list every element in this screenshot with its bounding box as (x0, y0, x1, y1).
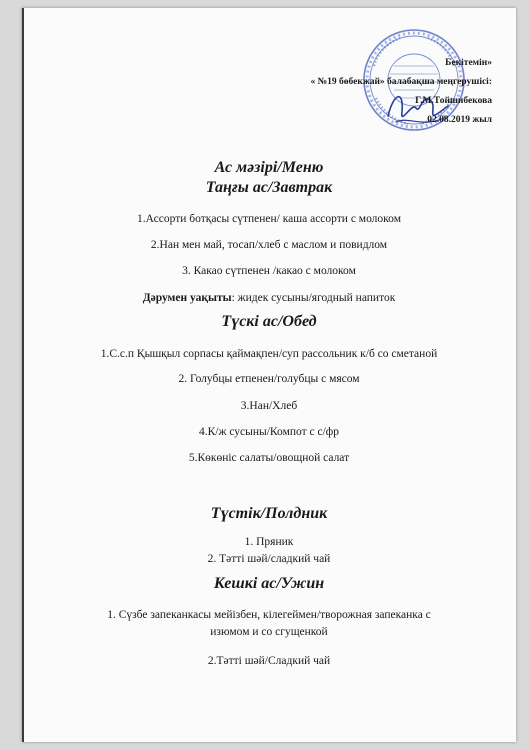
vitamin-text: : жидек сусыны/ягодный напиток (231, 292, 396, 304)
approval-line-approve: Бекітемін» (445, 58, 492, 68)
lunch-title: Түскі ас/Обед (221, 313, 317, 330)
document-page (22, 8, 516, 742)
lunch-item-5: 5.Көкөніс салаты/овощной салат (188, 452, 350, 464)
dinner-item-1: 1. Сүзбе запеканкасы мейізбен, кілегеймен/творожная запеканка с (107, 609, 431, 621)
page-edge-line (22, 8, 24, 742)
approval-line-date: 02.08.2019 жыл (427, 115, 492, 125)
lunch-item-4: 4.К/ж сусыны/Компот с с/фр (199, 426, 339, 438)
snack-title: Түстік/Полдник (210, 505, 328, 522)
approval-block (242, 54, 492, 130)
vitamin-label: Дәрумен уақыты (142, 292, 232, 304)
dinner-item-1-continued: изюмом и со сгущенкой (210, 626, 328, 638)
lunch-item-2: 2. Голубцы етпенен/голубцы с мясом (178, 373, 360, 385)
lunch-item-1: 1.С.с.п Қышқыл сорпасы қаймақпен/суп рассольник к/б со сметаной (100, 348, 438, 360)
dinner-title: Кешкі ас/Ужин (213, 575, 325, 592)
breakfast-item-3: 3. Какао сүтпенен /какао с молоком (182, 265, 356, 277)
lunch-item-3: 3.Нан/Хлеб (240, 400, 298, 412)
dinner-item-2: 2.Тәтті шәй/Сладкий чай (207, 655, 331, 667)
breakfast-item-2: 2.Нан мен май, тосап/хлеб с маслом и повидлом (150, 239, 388, 251)
snack-item-1: 1. Пряник (244, 536, 294, 548)
vitamin-time (22, 291, 516, 305)
snack-item-2: 2. Тәтті шәй/сладкий чай (207, 553, 331, 565)
approval-line-name: Г.М.Тойшибекова (415, 96, 492, 106)
breakfast-item-1: 1.Ассорти ботқасы сүтпенен/ каша ассорти с молоком (137, 213, 401, 225)
menu-title: Ас мәзірі/Меню (214, 159, 324, 176)
breakfast-title: Таңғы ас/Завтрак (205, 179, 333, 196)
approval-line-position: « №19 бөбекжай» балабақша меңгерушісі: (310, 77, 492, 87)
